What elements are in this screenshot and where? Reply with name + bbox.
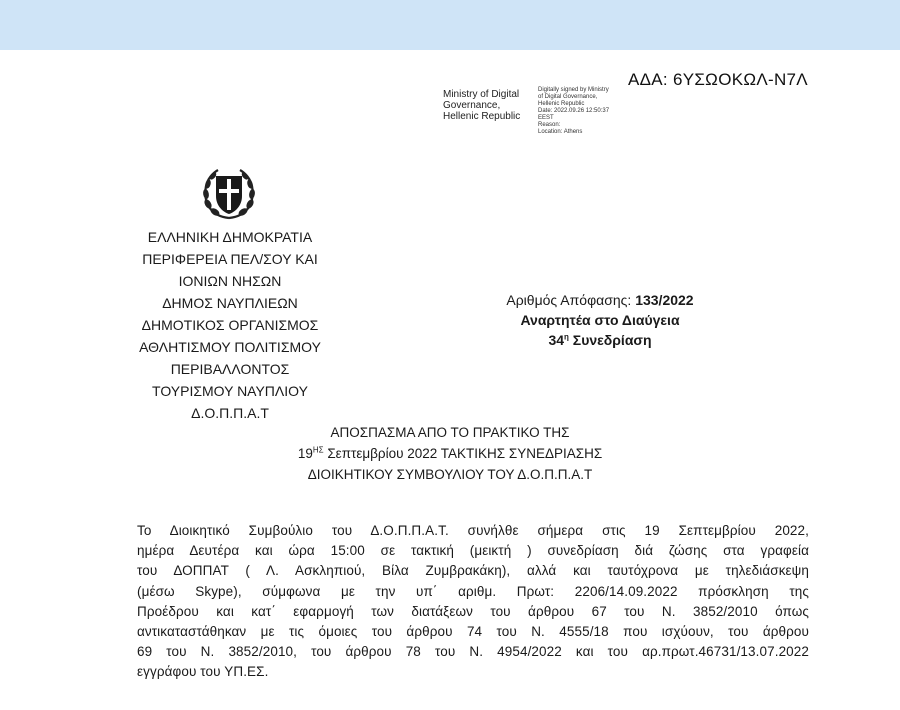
body-line: (μέσω Skype), σύμφωνα με την υπ΄ αριθμ. Πρωτ: 2206/14.09.2022 πρόσκληση της <box>137 583 809 599</box>
body-line: του ΔΟΠΠΑΤ ( Λ. Ασκληπιού, Βίλα Ζυμβρακάκη), αλλά και ταυτόχρονα με τηλεδιάσκεψη <box>137 563 809 579</box>
decision-block <box>470 290 730 350</box>
body-line: 69 του Ν. 3852/2010, του άρθρου 78 του Ν. 4954/2022 και του αρ.πρωτ.46731/13.07.2022 <box>137 644 809 660</box>
issuer-line: ΑΘΛΗΤΙΣΜΟΥ ΠΟΛΙΤΙΣΜΟΥ <box>139 339 321 355</box>
ada-code: ΑΔΑ: 6ΥΣΩΟΚΩΛ-Ν7Λ <box>628 70 808 89</box>
signer-line: Hellenic Republic <box>443 111 521 122</box>
decision-number: 133/2022 <box>635 292 694 308</box>
session-ordinal: η <box>564 332 569 342</box>
signer-line: Governance, <box>443 100 501 111</box>
body-line: Το Διοικητικό Συμβούλιο του Δ.Ο.Π.Π.Α.Τ. συνήλθε σήμερα στις 19 Σεπτεμβρίου 2022, <box>137 523 809 538</box>
viewer-top-bar <box>0 0 900 50</box>
excerpt-heading <box>250 422 650 485</box>
issuer-line: ΕΛΛΗΝΙΚΗ ΔΗΜΟΚΡΑΤΙΑ <box>147 229 313 245</box>
meeting-date-rest: Σεπτεμβρίου 2022 ΤΑΚΤΙΚΗΣ ΣΥΝΕΔΡΙΑΣΗΣ <box>323 446 603 461</box>
issuer-line: ΙΟΝΙΩΝ ΝΗΣΩΝ <box>178 273 282 289</box>
digital-signature-signer <box>443 89 520 122</box>
signature-detail-line: Hellenic Republic <box>538 101 585 107</box>
signature-detail-line: Reason: <box>538 122 561 128</box>
issuer-line: ΔΗΜΟΣ ΝΑΥΠΛΙΕΩΝ <box>162 295 298 311</box>
issuer-line: ΔΗΜΟΤΙΚΟΣ ΟΡΓΑΝΙΣΜΟΣ <box>141 317 319 333</box>
signature-detail-line: Digitally signed by Ministry <box>538 87 609 93</box>
signature-detail-line: EEST <box>538 115 554 121</box>
body-line: Προέδρου και κατ΄ εφαρμογή των διατάξεων του άρθρου 67 του Ν. 3852/2010 όπως <box>137 603 809 619</box>
decision-number-label: Αριθμός Απόφασης: <box>506 292 636 308</box>
excerpt-line: ΑΠΟΣΠΑΣΜΑ ΑΠΟ ΤΟ ΠΡΑΚΤΙΚΟ ΤΗΣ <box>330 425 570 440</box>
signature-detail-line: Date: 2022.09.26 12:50:37 <box>538 108 610 114</box>
excerpt-line: ΔΙΟΙΚΗΤΙΚΟΥ ΣΥΜΒΟΥΛΙΟΥ ΤΟΥ Δ.Ο.Π.Π.Α.Τ <box>307 467 593 482</box>
digital-signature-details <box>538 87 609 136</box>
excerpt-line <box>250 443 650 464</box>
session-line <box>470 330 730 350</box>
meeting-day-ordinal: ΗΣ <box>312 445 324 455</box>
signer-line: Ministry of Digital <box>443 89 520 100</box>
posted-on-diavgeia: Αναρτητέα στο Διαύγεια <box>520 312 680 328</box>
session-number: 34 <box>548 332 565 348</box>
issuer-line: ΤΟΥΡΙΣΜΟΥ ΝΑΥΠΛΙΟΥ <box>152 383 308 399</box>
body-paragraph <box>137 521 809 683</box>
body-line: αντικαταστάθηκαν με τις όμοιες του άρθρου 74 του Ν. 4555/18 που ισχύουν, του άρθρου <box>137 624 809 640</box>
signature-detail-line: of Digital Governance, <box>538 94 598 100</box>
issuer-line: Δ.Ο.Π.Π.Α.Τ <box>191 405 269 421</box>
signature-detail-line: Location: Athens <box>538 129 583 135</box>
issuer-line: ΠΕΡΙΦΕΡΕΙΑ ΠΕΛ/ΣΟΥ ΚΑΙ <box>142 251 318 267</box>
hellenic-coat-of-arms-icon <box>200 166 258 222</box>
decision-number-line <box>470 290 730 310</box>
issuer-line: ΠΕΡΙΒΑΛΛΟΝΤΟΣ <box>170 361 290 377</box>
issuer-block <box>118 226 342 424</box>
meeting-day: 19 <box>297 446 313 461</box>
body-line: ημέρα Δευτέρα και ώρα 15:00 σε τακτική (μεικτή ) συνεδρίαση διά ζώσης στα γραφεία <box>137 543 809 559</box>
session-word: Συνεδρίαση <box>568 332 652 348</box>
body-line: εγγράφου του ΥΠ.ΕΣ. <box>137 664 269 680</box>
